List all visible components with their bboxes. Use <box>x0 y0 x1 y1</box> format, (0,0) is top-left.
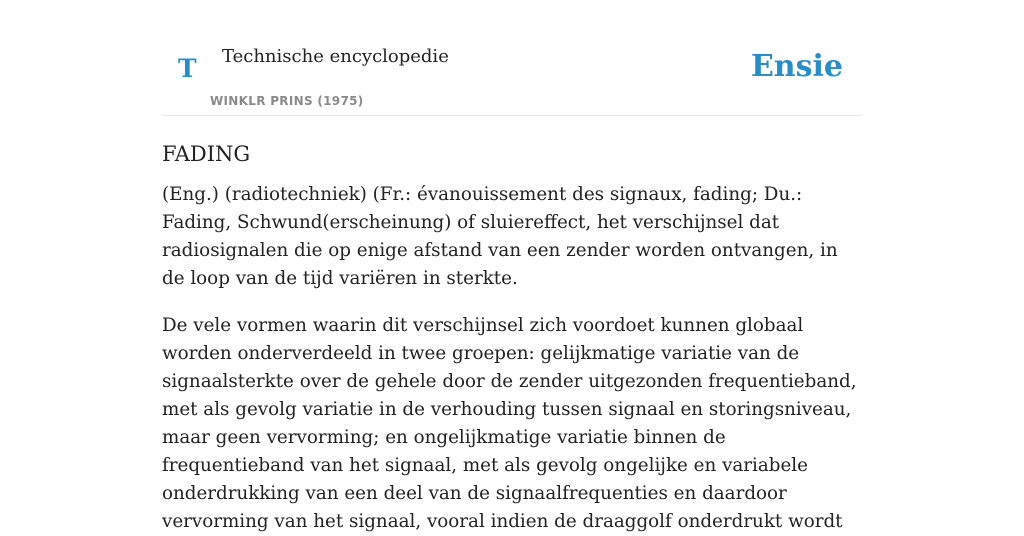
encyclopedia-source: WINKLR PRINS (1975) <box>210 94 364 108</box>
entry-paragraph: De vele vormen waarin dit verschijnsel zich voordoet kunnen globaal worden onderverdeeld in twee groepen: gelijkmatige variatie van de signaalsterkte over de gehele door de zender uitgezonden frequentieband, met als gevolg variatie in de verhouding tussen signaal en storingsniveau, maar geen vervorming; en ongelijkmatige variatie binnen de frequentieband van het signaal, met als gevolg ongelijke en variabele onderdrukking van een deel van de signaalfrequenties en daardoor vervorming van het signaal, vooral indien de draaggolf onderdrukt wordt <box>162 315 857 533</box>
article-header <box>162 0 862 116</box>
encyclopedia-logo-icon[interactable]: T <box>178 54 197 83</box>
entry-paragraph: (Eng.) (radiotechniek) (Fr.: évanouissement des signaux, fading; Du.: Fading, Schwund(erscheinung) of sluiereffect, het verschijnsel dat radiosignalen die op enige afstand van een zender worden ontvangen, in de loop van de tijd variëren in sterkte. <box>162 184 838 290</box>
entry-body <box>162 181 862 536</box>
ensie-logo-link[interactable]: Ensie <box>750 49 843 84</box>
encyclopedia-title-link[interactable]: Technische encyclopedie <box>222 46 449 67</box>
article-page <box>162 0 862 536</box>
entry-title: FADING <box>162 142 251 166</box>
